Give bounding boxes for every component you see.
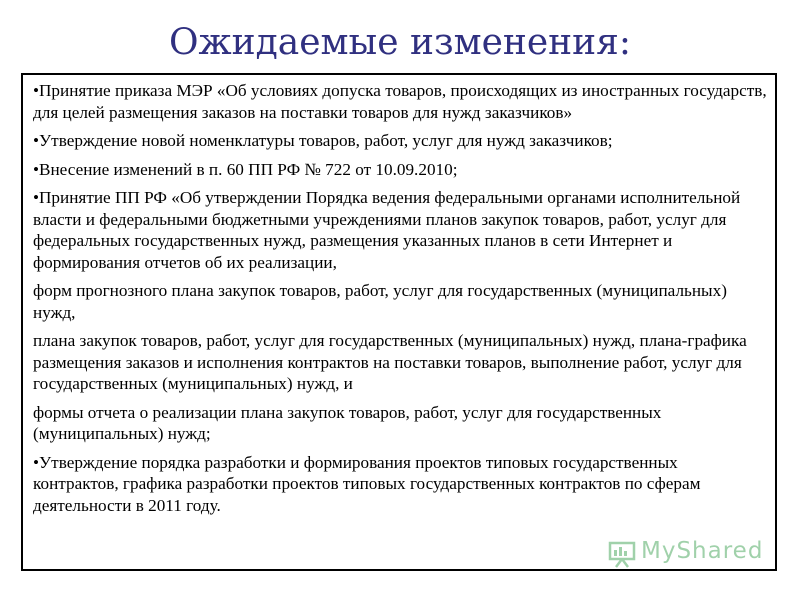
paragraph-order-foreign-goods: •Принятие приказа МЭР «Об условиях допуска товаров, происходящих из иностранных государств, для целей размещения заказов на поставки товаров для нужд заказчиков» — [33, 81, 767, 122]
slide-title: Ожидаемые изменения: — [168, 22, 632, 63]
watermark — [607, 536, 772, 570]
paragraph-procurement-plans-order: •Принятие ПП РФ «Об утверждении Порядка ведения федеральными органами исполнительной власти и федеральными бюджетными учреждениями планов закупок товаров, работ, услуг для федеральных государственных нужд, размещения указанных планов в сети Интернет и формирования отчетов об их реализации, — [33, 188, 741, 272]
paragraph-nomenclature: •Утверждение новой номенклатуры товаров, работ, услуг для нужд заказчиков; — [33, 131, 613, 150]
presentation-board-icon — [607, 540, 637, 568]
paragraph-report-form: формы отчета о реализации плана закупок товаров, работ, услуг для государственных (муниципальных) нужд; — [33, 402, 662, 443]
paragraph-amendments-722: •Внесение изменений в п. 60 ПП РФ № 722 от 10.09.2010; — [33, 159, 458, 179]
paragraph-forecast-plan-forms: форм прогнозного плана закупок товаров, работ, услуг для государственных (муниципальных) нужд, — [33, 281, 727, 322]
paragraph-standard-contracts: •Утверждение порядка разработки и формирования проектов типовых государственных контрактов, графика разработки проектов типовых государственных контрактов по сферам деятельности в 2011 году. — [33, 452, 701, 515]
watermark-text: MyShared — [641, 538, 764, 564]
content-box — [21, 73, 777, 571]
paragraph-plan-schedule: плана закупок товаров, работ, услуг для государственных (муниципальных) нужд, плана-графика размещения заказов и исполнения контрактов на поставки товаров, выполнение работ, услуг для государственных (муниципальных) нужд, и — [33, 331, 747, 393]
